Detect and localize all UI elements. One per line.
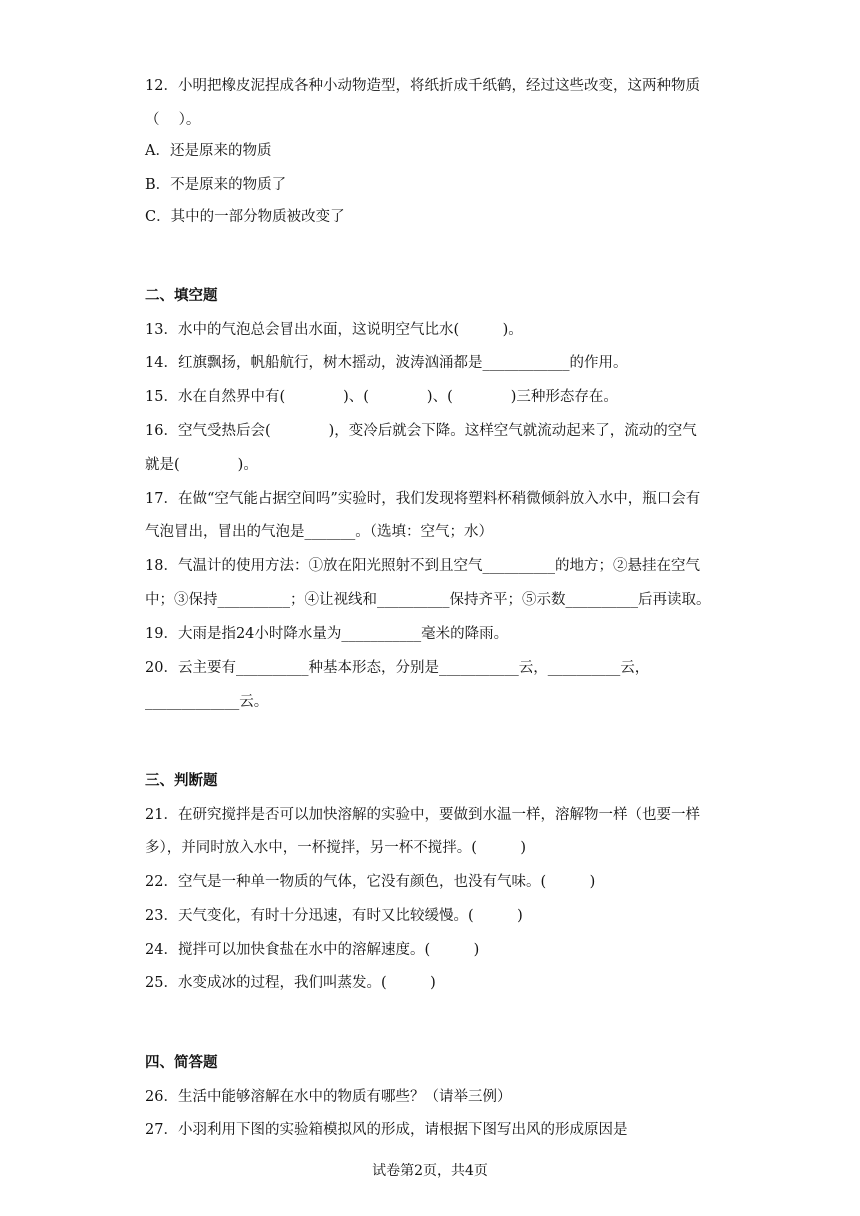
q21-line2: 多），并同时放入水中，一杯搅拌，另一杯不搅拌。( ) (145, 840, 527, 856)
q18-line2: 中；③保持__________；④让视线和__________保持齐平；⑤示数__________后再读取。 (145, 592, 711, 608)
q24: 24．搅拌可以加快食盐在水中的溶解速度。( ) (145, 942, 480, 958)
q15: 15．水在自然界中有( )、( )、( )三种形态存在。 (145, 389, 618, 405)
q16-line1: 16．空气受热后会( )，变冷后就会下降。这样空气就流动起来了，流动的空气 (145, 423, 697, 439)
q17-line1: 17．在做“空气能占据空间吗”实验时，我们发现将塑料杯稍微倾斜放入水中，瓶口会有 (145, 491, 701, 507)
q20-line1: 20．云主要有__________种基本形态，分别是___________云，__________云， (145, 660, 650, 676)
q25: 25．水变成冰的过程，我们叫蒸发。( ) (145, 975, 436, 991)
q19: 19．大雨是指24小时降水量为___________毫米的降雨。 (145, 626, 509, 642)
q14: 14．红旗飘扬，帆船航行，树木摇动，波涛汹涌都是____________的作用。 (145, 355, 628, 371)
q16-line2: 就是( )。 (145, 457, 258, 473)
q21-line1: 21．在研究搅拌是否可以加快溶解的实验中，要做到水温一样，溶解物一样（也要一样 (145, 807, 700, 823)
q12-option-a: A．还是原来的物质 (145, 143, 272, 159)
q27: 27．小羽利用下图的实验箱模拟风的形成，请根据下图写出风的形成原因是 (145, 1122, 628, 1138)
page-footer: 试卷第2页，共4页 (372, 1163, 488, 1179)
section-fill-in-heading: 二、填空题 (145, 287, 218, 304)
q26: 26．生活中能够溶解在水中的物质有哪些？（请举三例） (145, 1089, 512, 1105)
section-judgement-heading: 三、判断题 (145, 772, 218, 789)
q20-line2: _____________云。 (145, 694, 269, 710)
q13: 13．水中的气泡总会冒出水面，这说明空气比水( )。 (145, 322, 523, 338)
q22: 22．空气是一种单一物质的气体，它没有颜色，也没有气味。( ) (145, 874, 596, 890)
q12-option-b: B．不是原来的物质了 (145, 177, 287, 193)
q18-line1: 18．气温计的使用方法：①放在阳光照射不到且空气__________的地方；②悬挂在空气 (145, 558, 700, 574)
q12-stem-line2: （ ）。 (145, 112, 201, 128)
section-short-answer-heading: 四、简答题 (145, 1054, 218, 1071)
q23: 23．天气变化，有时十分迅速，有时又比较缓慢。( ) (145, 908, 523, 924)
q12-option-c: C．其中的一部分物质被改变了 (145, 209, 345, 225)
q17-line2: 气泡冒出，冒出的气泡是_______。（选填：空气；水） (145, 524, 493, 540)
q12-stem-line1: 12．小明把橡皮泥捏成各种小动物造型，将纸折成千纸鹤，经过这些改变，这两种物质 (145, 78, 700, 94)
